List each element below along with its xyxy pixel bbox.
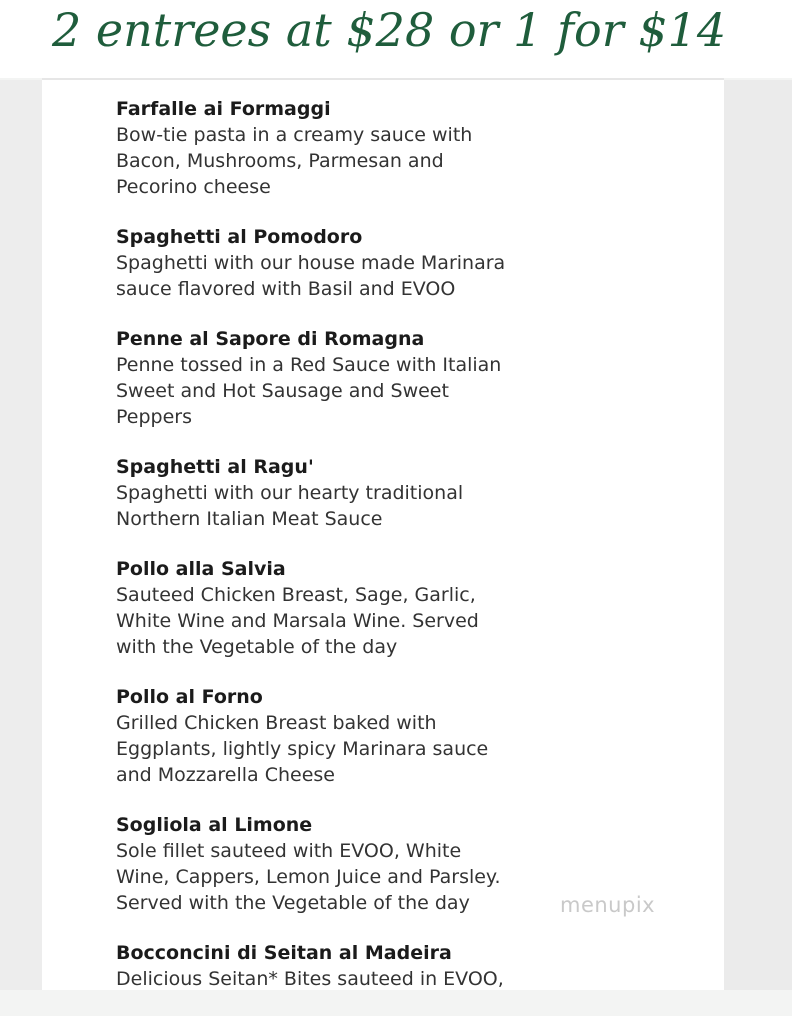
menu-item-name: Penne al Sapore di Romagna bbox=[116, 328, 425, 350]
menu-item-description-line: Bow-tie pasta in a creamy sauce with bbox=[116, 124, 473, 146]
menu-item-description-line: Peppers bbox=[116, 406, 192, 428]
menu-item-name: Spaghetti al Ragu' bbox=[116, 456, 314, 478]
menu-item-description-line: with the Vegetable of the day bbox=[116, 636, 398, 658]
menu-item bbox=[116, 556, 676, 660]
menu-item-name: Farfalle ai Formaggi bbox=[116, 98, 331, 120]
menu-item-description-line: Northern Italian Meat Sauce bbox=[116, 508, 383, 530]
menu-item-description bbox=[116, 352, 546, 430]
menu-item bbox=[116, 96, 676, 200]
menu-item-description-line: Grilled Chicken Breast baked with bbox=[116, 712, 437, 734]
menu-item-description bbox=[116, 710, 546, 788]
menu-item-description-line: sauce flavored with Basil and EVOO bbox=[116, 278, 456, 300]
menu-item-description-line: Wine, Cappers, Lemon Juice and Parsley. bbox=[116, 866, 501, 888]
menu-item-description-line: Spaghetti with our house made Marinara bbox=[116, 252, 506, 274]
menu-item-description-line: Sweet and Hot Sausage and Sweet bbox=[116, 380, 449, 402]
menu-item-description-line: Sauteed Chicken Breast, Sage, Garlic, bbox=[116, 584, 476, 606]
menu-item-description-line: Bacon, Mushrooms, Parmesan and bbox=[116, 150, 444, 172]
menu-item-name: Sogliola al Limone bbox=[116, 814, 313, 836]
left-margin bbox=[0, 80, 42, 990]
page-title: 2 entrees at $28 or 1 for $14 bbox=[52, 3, 727, 57]
menu-item-description-line: and Mozzarella Cheese bbox=[116, 764, 335, 786]
menu-item-name: Pollo al Forno bbox=[116, 686, 263, 708]
menu-item-description-line: Spaghetti with our hearty traditional bbox=[116, 482, 464, 504]
header bbox=[0, 0, 792, 78]
menu-item-name: Bocconcini di Seitan al Madeira bbox=[116, 942, 452, 964]
menu-list bbox=[116, 96, 676, 1016]
menu-item-description-line: Pecorino cheese bbox=[116, 176, 271, 198]
menu-item-description-line: Eggplants, lightly spicy Marinara sauce bbox=[116, 738, 489, 760]
menu-item-description-line: White Wine and Marsala Wine. Served bbox=[116, 610, 479, 632]
menu-item-name: Spaghetti al Pomodoro bbox=[116, 226, 363, 248]
menu-item bbox=[116, 454, 676, 532]
menu-item-name: Pollo alla Salvia bbox=[116, 558, 286, 580]
menu-item bbox=[116, 684, 676, 788]
menu-item bbox=[116, 326, 676, 430]
menu-item-description bbox=[116, 966, 546, 992]
menu-item bbox=[116, 940, 676, 992]
menu-item bbox=[116, 224, 676, 302]
menu-item-description-line: Penne tossed in a Red Sauce with Italian bbox=[116, 354, 502, 376]
menu-item-description-line: Sole fillet sauteed with EVOO, White bbox=[116, 840, 462, 862]
menu-item-description bbox=[116, 122, 546, 200]
menu-item-description-line: Served with the Vegetable of the day bbox=[116, 892, 470, 914]
right-margin bbox=[724, 80, 792, 990]
watermark-logo: menupix bbox=[560, 893, 656, 917]
menu-item-description bbox=[116, 480, 546, 532]
menu-item-description bbox=[116, 250, 546, 302]
menu-item-description-line: Delicious Seitan* Bites sauteed in EVOO, bbox=[116, 968, 504, 990]
menu-item-description bbox=[116, 838, 546, 916]
menu-item-description bbox=[116, 582, 546, 660]
